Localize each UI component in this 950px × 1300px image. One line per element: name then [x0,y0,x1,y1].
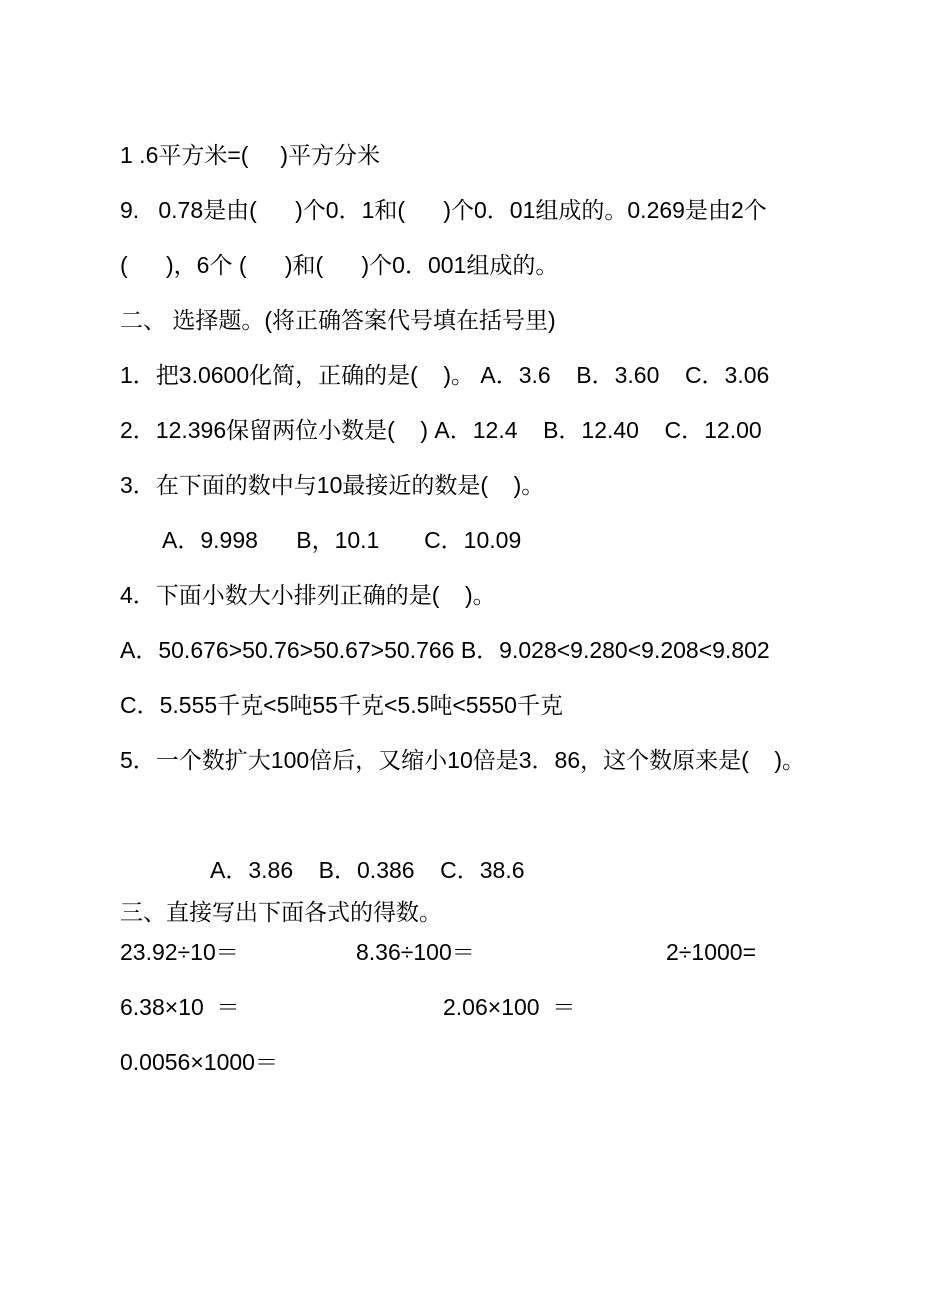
question-9-line-1: 9. 0.78是由( )个0．1和( )个0．01组成的。0.269是由2个 [120,197,767,223]
choice-question-2: 2．12.396保留两位小数是( ) A．12.4 B．12.40 C．12.00 [120,417,762,443]
choice-question-3-options: A．9.998 B，10.1 C．10.09 [162,527,522,553]
calc-item: 8.36÷100＝ [356,939,475,965]
choice-question-4: 4．下面小数大小排列正确的是( )。 [120,582,496,608]
choice-question-1: 1．把3.0600化简，正确的是( )。 A．3.6 B．3.60 C．3.06 [120,362,770,388]
choice-question-5-options: A．3.86 B．0.386 C．38.6 [210,857,525,883]
calc-item: 2.06×100 ＝ [443,994,576,1020]
fill-blank-square-meters: 1 .6平方米=( )平方分米 [120,142,381,168]
calc-item: 6.38×10 ＝ [120,994,240,1020]
choice-question-5: 5．一个数扩大100倍后，又缩小10倍是3．86，这个数原来是( )。 [120,747,806,773]
question-9-line-2: ( )，6个 ( )和( )个0．001组成的。 [120,252,559,278]
calc-item: 2÷1000= [666,939,757,965]
section-2-heading: 二、 选择题。(将正确答案代号填在括号里) [120,307,556,333]
choice-question-4-options-ab: A．50.676>50.76>50.67>50.766 B．9.028<9.280<9.208<9.802 [120,637,770,663]
calc-item: 23.92÷10＝ [120,939,239,965]
choice-question-4-option-c: C．5.555千克<5吨55千克<5.5吨<5550千克 [120,692,563,718]
choice-question-3: 3．在下面的数中与10最接近的数是( )。 [120,472,545,498]
section-3-heading: 三、直接写出下面各式的得数。 [120,899,442,925]
calc-item: 0.0056×1000＝ [120,1049,278,1075]
